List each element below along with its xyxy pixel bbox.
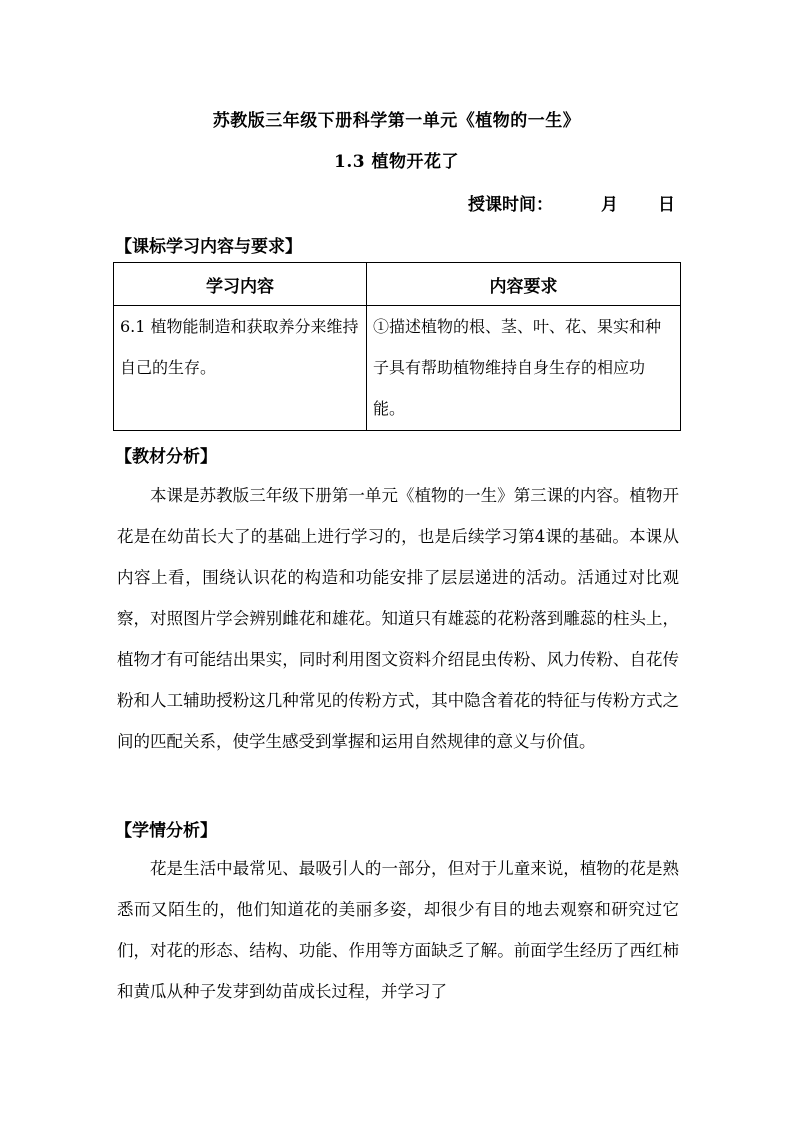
table-header-cell: 内容要求 <box>367 263 681 306</box>
standards-table <box>113 262 681 431</box>
section-heading-standards: 【课标学习内容与要求】 <box>115 237 302 257</box>
table-row <box>114 306 681 431</box>
lesson-title: 1.3 植物开花了 <box>334 152 459 172</box>
section-heading-textbook-analysis: 【教材分析】 <box>115 447 217 467</box>
teaching-date-label: 授课时间： <box>468 195 553 215</box>
section-heading-student-analysis: 【学情分析】 <box>115 821 217 841</box>
student-analysis-paragraph: 花是生活中最常见、最吸引人的一部分，但对于儿童来说，植物的花是熟悉而又陌生的，他们知道花的美丽多姿，却很少有目的地去观察和研究过它们，对花的形态、结构、功能、作用等方面缺乏了解。前面学生经历了西红柿和黄瓜从种子发芽到幼苗成长过程，并学习了 <box>117 859 679 1001</box>
teaching-date-day: 日 <box>658 195 675 215</box>
teaching-date-month: 月 <box>601 195 618 215</box>
table-cell-content: 6.1 植物能制造和获取养分来维持自己的生存。 <box>114 306 367 431</box>
table-cell-requirement: ①描述植物的根、茎、叶、花、果实和种子具有帮助植物维持自身生存的相应功能。 <box>367 306 681 431</box>
document-title: 苏教版三年级下册科学第一单元《植物的一生》 <box>212 111 581 131</box>
table-header-cell: 学习内容 <box>114 263 367 306</box>
teaching-date-line <box>468 190 675 215</box>
table-header-row <box>114 263 681 306</box>
textbook-analysis-paragraph: 本课是苏教版三年级下册第一单元《植物的一生》第三课的内容。植物开花是在幼苗长大了的基础上进行学习的，也是后续学习第4课的基础。本课从内容上看，围绕认识花的构造和功能安排了层层递进的活动。活通过对比观察，对照图片学会辨别雌花和雄花。知道只有雄蕊的花粉落到雕蕊的柱头上，植物才有可能结出果实，同时利用图文资料介绍昆虫传粉、风力传粉、自花传粉和人工辅助授粉这几种常见的传粉方式，其中隐含着花的特征与传粉方式之间的匹配关系，使学生感受到掌握和运用自然规律的意义与价值。 <box>117 486 679 751</box>
